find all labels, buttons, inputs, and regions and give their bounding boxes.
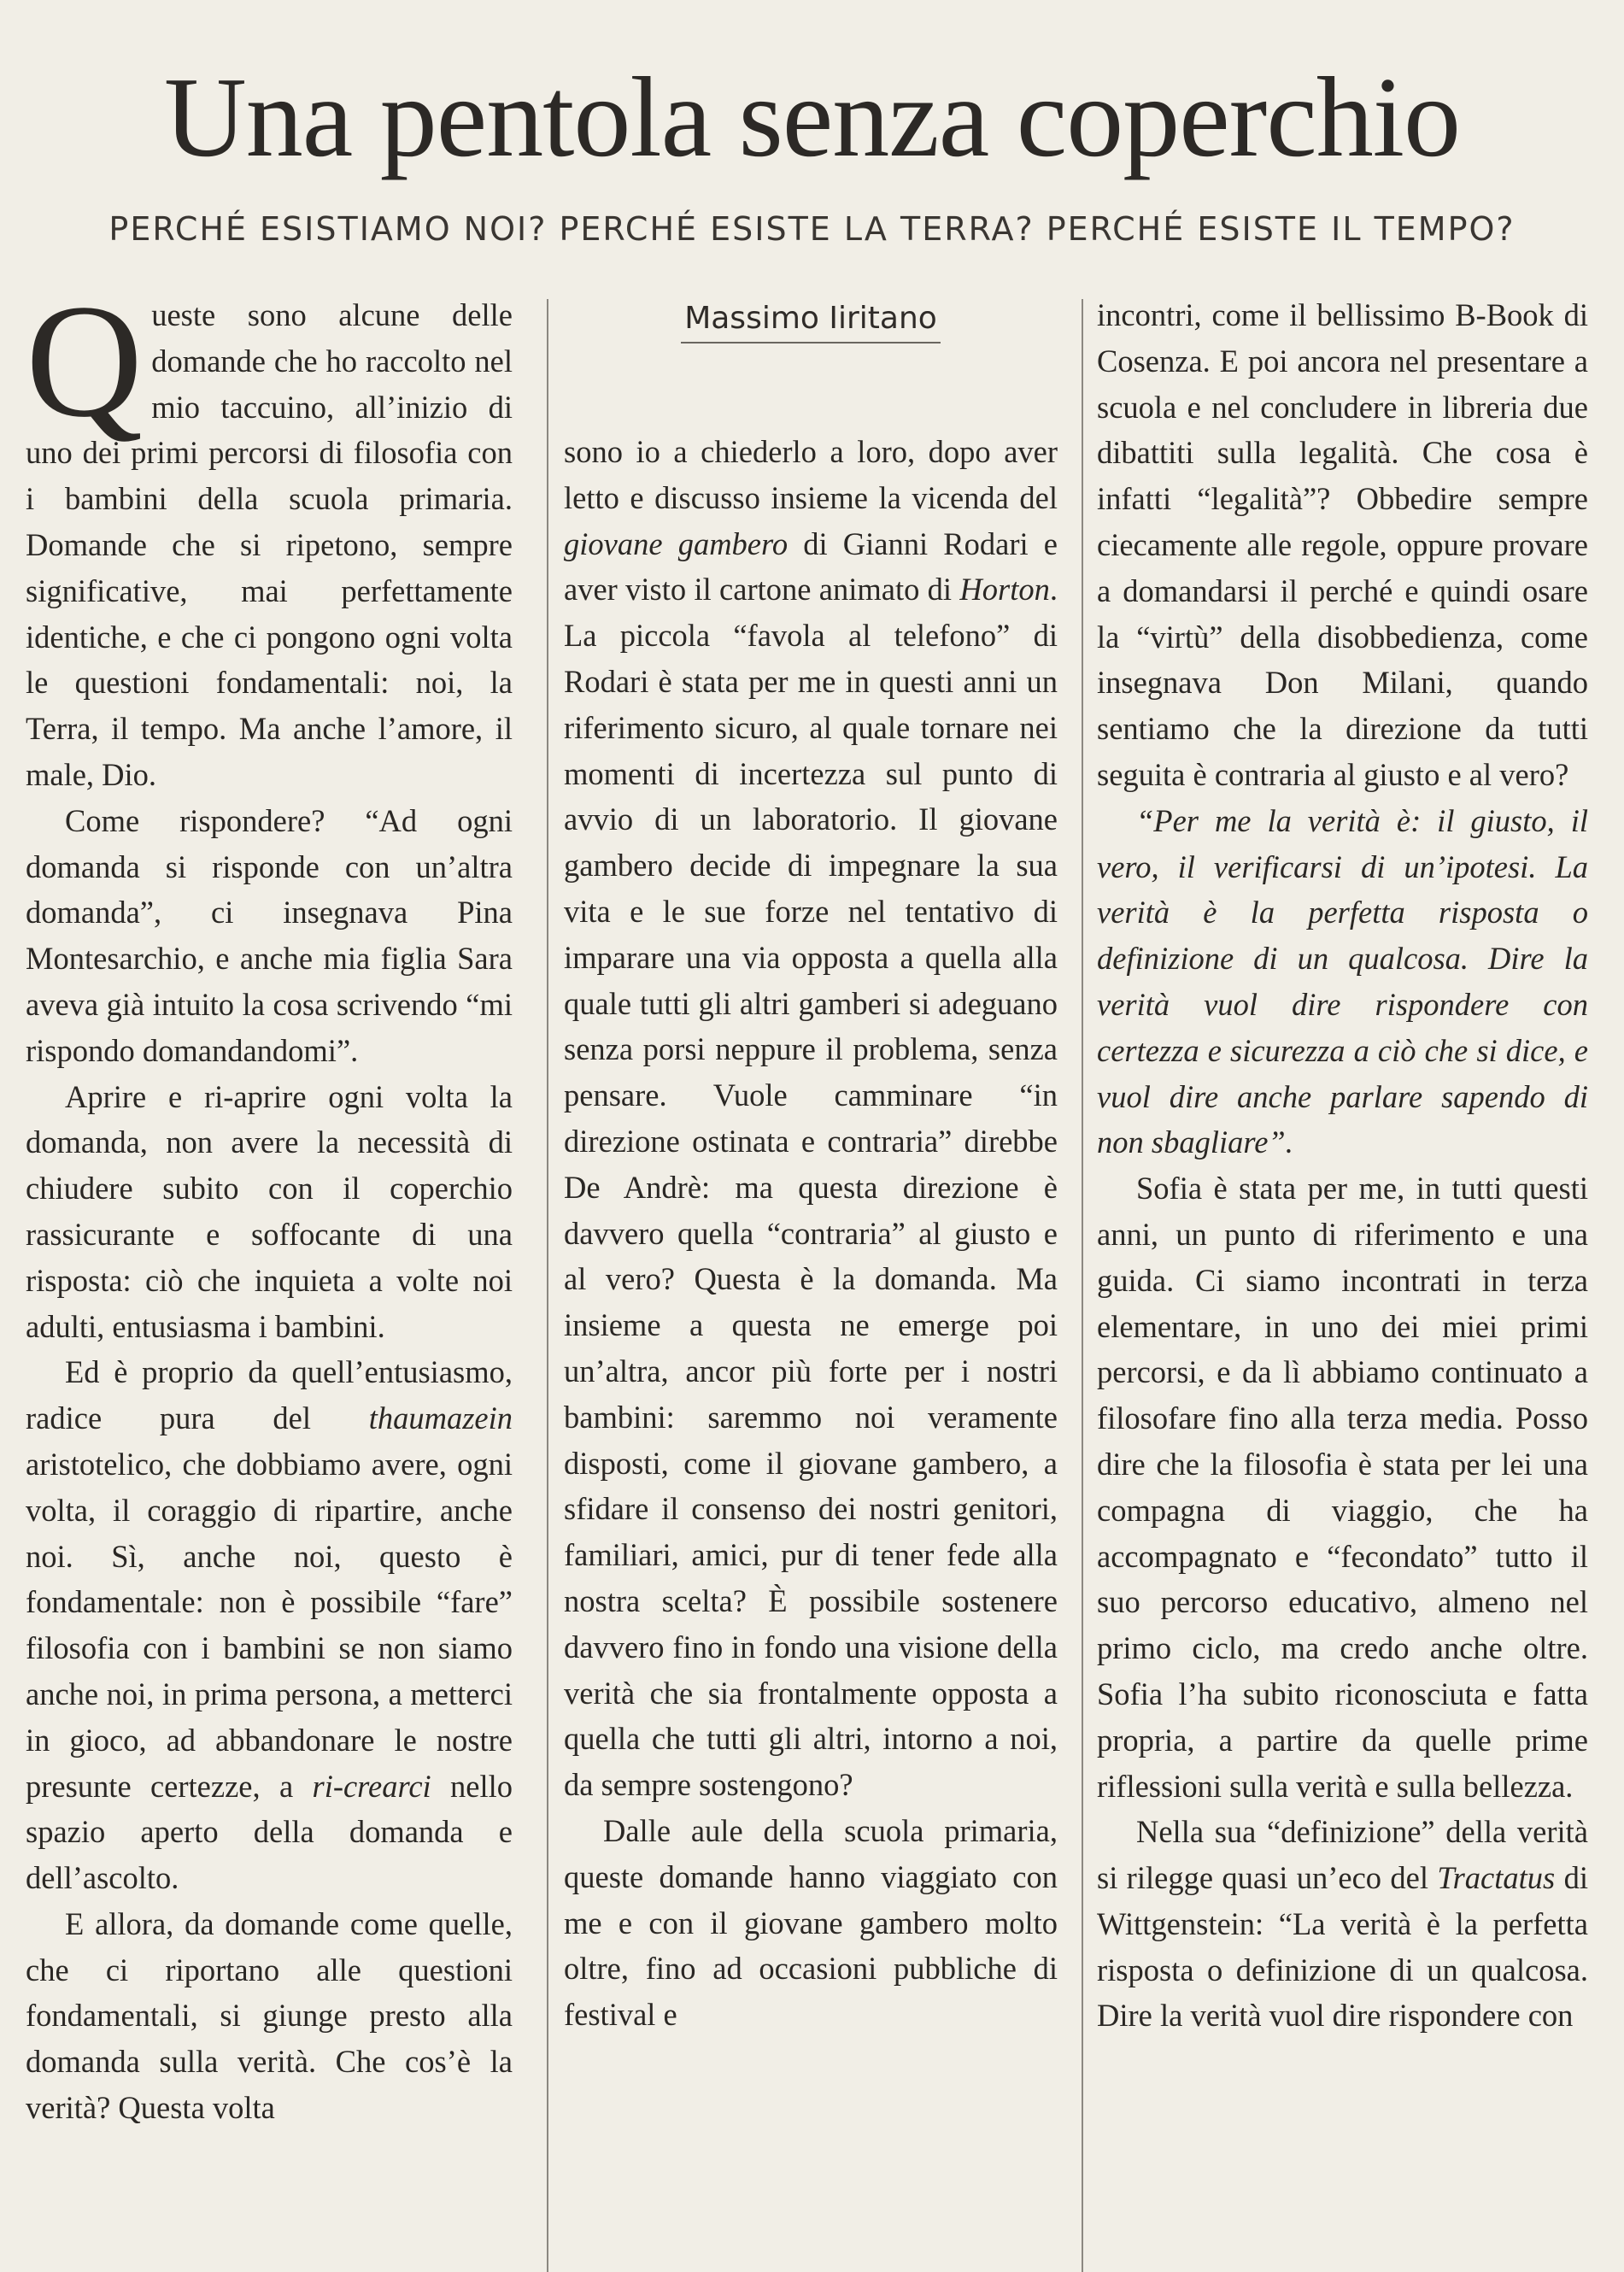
paragraph <box>564 429 1058 1808</box>
paragraph-text: Ed è proprio da quell’entusiasmo, radice pura del <box>26 1354 513 1436</box>
paragraph: Come rispondere? “Ad ogni domanda si risponde con un’altra domanda”, ci insegnava Pina Montesarchio, e anche mia figlia Sara aveva già intuito la cosa scrivendo “mi rispondo domandandomi”. <box>26 802 513 1068</box>
column-divider <box>1082 299 1083 2272</box>
paragraph-text: aristotelico, che dobbiamo avere, ogni volta, il coraggio di ripartire, anche noi. Sì, anche noi, questo è fondamentale: non è possibile “fare” filosofia con i bambini se non siamo anche noi, in prima persona, a metterci in gioco, ad abbandonare le nostre presunte certezze, a <box>26 1446 513 1804</box>
author-byline: Massimo Iiritano <box>681 299 941 343</box>
paragraph-text: nello spazio aperto della domanda e dell’ascolto. <box>26 1768 513 1896</box>
paragraph-text: sono io a chiederlo a loro, dopo aver letto e discusso insieme la vicenda del <box>564 434 1058 515</box>
paragraph: Dalle aule della scuola primaria, queste domande hanno viaggiato con me e con il giovane gambero molto oltre, fino ad occasioni pubbliche di festival e <box>564 1812 1058 2033</box>
byline-block <box>564 292 1058 429</box>
paragraph: E allora, da domande come quelle, che ci riportano alle questioni fondamentali, si giunge presto alla domanda sulla verità. Che cos’è la verità? Questa volta <box>26 1905 513 2126</box>
paragraph: incontri, come il bellissimo B-Book di Cosenza. E poi ancora nel presentare a scuola e nel concludere in libreria due dibattiti sulla legalità. Che cosa è infatti “legalità”? Obbedire sempre ciecamente alle regole, oppure provare a domandarsi il perché e quindi osare la “virtù” della disobbedienza, come insegnava Don Milani, quando sentiamo che la direzione da tutti seguita è contraria al giusto e al vero? <box>1097 297 1588 792</box>
paragraph: Sofia è stata per me, in tutti questi anni, un punto di riferimento e una guida. Ci siamo incontrati in terza elementare, in uno dei miei primi percorsi, e da lì abbiamo continuato a filosofare fino alla terza media. Posso dire che la filosofia è stata per lei una compagna di viaggio, che ha accompagnato e “fecondato” tutto il suo percorso educativo, almeno nel primo ciclo, ma credo anche oltre. Sofia l’ha subito riconosciuta e fatta propria, a partire da quelle prime riflessioni sulla verità e sulla bellezza. <box>1097 1171 1588 1804</box>
paragraph-text: di Gianni Rodari e aver visto il cartone animato di <box>564 525 1058 608</box>
quote-paragraph: “Per me la verità è: il giusto, il vero, il verificarsi di un’ipotesi. La verità è la perfetta risposta o definizione di un qualcosa. Dire la verità vuol dire rispondere con certezza e sicurezza a ciò che si dice, e vuol dire anche parlare sapendo di non sbagliare”. <box>1097 802 1588 1160</box>
paragraph <box>26 1349 513 1901</box>
emphasis-text: ri-crearci <box>312 1768 431 1804</box>
emphasis-text: thaumazein <box>368 1400 513 1436</box>
article-subtitle: PERCHÉ ESISTIAMO NOI? PERCHÉ ESISTE LA TERRA? PERCHÉ ESISTE IL TEMPO? <box>108 210 1516 248</box>
column-divider <box>547 299 548 2272</box>
paragraph-text: di Wittgenstein: “La verità è la perfetta risposta o definizione di un qualcosa. Dire la verità vuol dire rispondere con <box>1097 1860 1588 2034</box>
text-column-1 <box>26 272 513 2131</box>
emphasis-text: giovane gambero <box>564 525 789 561</box>
paragraph-text: Nella sua “definizione” della verità si rilegge quasi un’eco del <box>1097 1814 1588 1896</box>
text-column-2 <box>564 292 1058 2038</box>
emphasis-text: Tractatus <box>1437 1860 1556 1896</box>
paragraph <box>26 272 513 798</box>
article-title: Una pentola senza coperchio <box>163 54 1460 180</box>
drop-cap: Q <box>26 272 144 451</box>
paragraph: Aprire e ri-aprire ogni volta la domanda, non avere la necessità di chiudere subito con il coperchio rassicurante e soffocante di una risposta: ciò che inquieta a volte noi adulti, entusiasma i bambini. <box>26 1078 513 1344</box>
paragraph-text: ueste sono alcune delle domande che ho raccolto nel mio taccuino, all’inizio di uno dei primi percorsi di filosofia con i bambini della scuola primaria. Domande che si ripetono, sempre significative, mai perfettamente identiche, e che ci pongono ogni volta le questioni fondamentali: noi, la Terra, il tempo. Ma anche l’amore, il male, Dio. <box>26 297 513 792</box>
paragraph-text: . La piccola “favola al telefono” di Rodari è stata per me in questi anni un riferimento sicuro, al quale tornare nei momenti di incertezza sul punto di avvio di un laboratorio. Il giovane gambero decide di impegnare la sua vita e le sue forze nel tentativo di imparare una via opposta a quella alla quale tutti gli altri gamberi si adeguano senza porsi neppure il problema, senza pensare. Vuole camminare “in direzione ostinata e contraria” direbbe De Andrè: ma questa direzione è davvero quella “contraria” al giusto e al vero? Questa è la domanda. Ma insieme a questa ne emerge poi un’altra, ancor più forte per i nostri bambini: saremmo noi veramente disposti, come il giovane gambero, a sfidare il consenso dei nostri genitori, familiari, amici, pur di tener fede alla nostra scelta? È possibile sostenere davvero fino in fondo una visione della verità che sia frontalmente opposta a quella che tutti gli altri, intorno a noi, da sempre sostengono? <box>564 572 1058 1803</box>
text-column-3 <box>1097 292 1588 2039</box>
paragraph <box>1097 1809 1588 2039</box>
emphasis-text: Horton <box>959 572 1050 608</box>
